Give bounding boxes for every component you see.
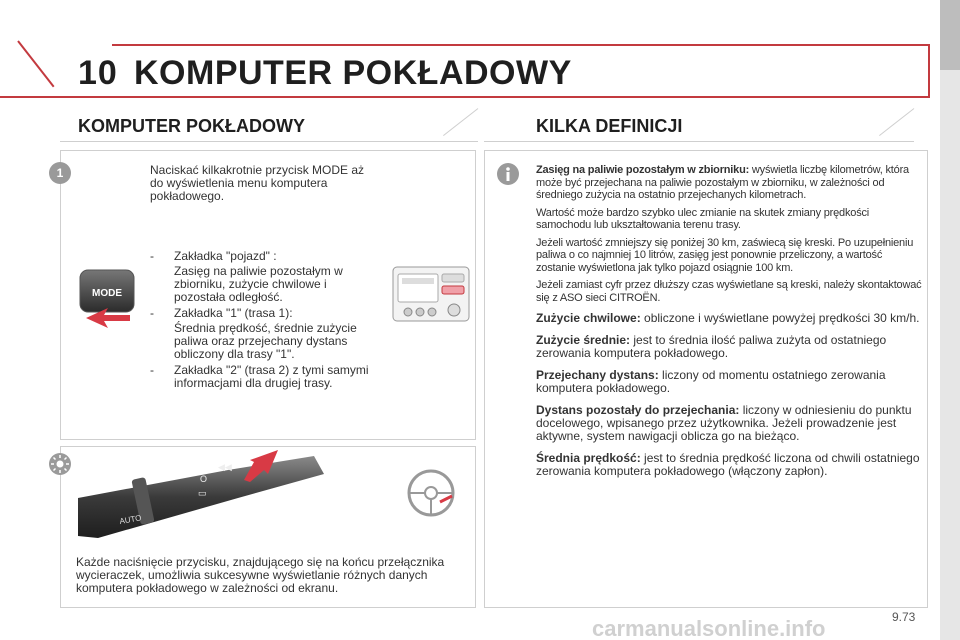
tab-list — [150, 250, 380, 392]
list-item: - Zakładka "pojazd" : — [150, 249, 277, 263]
svg-text:O: O — [200, 474, 208, 484]
definition-paragraph: Jeżeli wartość zmniejszy się poniżej 30 km, zaświecą się kreski. Po uzupełnieniu paliwa o co najmniej 10 litrów, zasięg jest ponownie przeliczony, a wartość zostanie wyświetlona jak tylko pojazd osiągnie 100 km. — [536, 236, 914, 274]
arrow-icon — [244, 448, 288, 482]
mode-intro-text: Naciskać kilkakrotnie przycisk MODE aż do wyświetlenia menu komputera pokładowego. — [150, 163, 365, 203]
svg-text:▭: ▭ — [198, 488, 207, 498]
section-heading-right — [484, 108, 914, 142]
page-title: KOMPUTER POKŁADOWY — [134, 54, 572, 92]
definition-item: Dystans pozostały do przejechania: liczony w odniesieniu do punktu docelowego, wpisanego przez użytkownika. Jeżeli prowadzenie jest aktywne, system nawigacji oblicza go na bieżąco. — [536, 403, 912, 443]
definition-item: Przejechany dystans: liczony od momentu ostatniego zerowania komputera pokładowego. — [536, 368, 886, 395]
list-item: - Zakładka "2" (trasa 2) z tymi samymi informacjami dla drugiej trasy. — [150, 363, 369, 390]
definition-paragraph: Jeżeli zamiast cyfr przez dłuższy czas wyświetlane są kreski, należy skontaktować się z ASO sieci CITROËN. — [536, 279, 922, 304]
definition-item: Zużycie chwilowe: obliczone i wyświetlane powyżej prędkości 30 km/h. — [536, 311, 920, 325]
definition-paragraph: Wartość może bardzo szybko ulec zmianie na skutek zmiany prędkości samochodu lub ukształtowania terenu trasy. — [536, 206, 870, 231]
section-title-computer: KOMPUTER POKŁADOWY — [78, 116, 305, 136]
radio-unit-illustration — [392, 266, 470, 322]
steering-wheel-icon — [406, 468, 456, 518]
header-decor-diagonal — [17, 40, 54, 87]
lever-caption: Każde naciśnięcie przycisku, znajdującego się na końcu przełącznika wycieraczek, umożliwia sukcesywne wyświetlanie różnych danych komputera pokładowego w zależności od ekranu. — [76, 555, 445, 595]
watermark: carmanualsonline.info — [592, 616, 826, 640]
wiper-lever-illustration — [78, 448, 330, 540]
definitions-list — [536, 164, 922, 487]
definition-item: Średnia prędkość: jest to średnia prędkość liczona od chwili ostatniego zerowania komputera pokładowego (włączony zapłon). — [536, 451, 920, 478]
page-number: 9.73 — [892, 610, 916, 624]
light-icon — [48, 452, 72, 476]
arrow-icon — [86, 306, 130, 330]
header-decor-top-line — [112, 44, 930, 46]
step-badge: 1 — [49, 162, 71, 184]
lever-auto-label: AUTO — [118, 513, 143, 526]
page-edge-strip — [940, 0, 960, 640]
section-title-definitions: KILKA DEFINICJI — [536, 116, 683, 136]
svg-text:◀◀: ◀◀ — [218, 462, 232, 472]
list-item-detail: Średnia prędkość, średnie zużycie paliwa oraz przejechany dystans obliczony dla trasy "1". — [174, 321, 357, 361]
definition-paragraph: Zasięg na paliwie pozostałym w zbiorniku: wyświetla liczbę kilometrów, która może być przejechana na paliwie pozostałym w zbiorniku, w zależności od średniego zużycia na ostatnio przejechanych kilometrach. — [536, 164, 909, 201]
list-item-detail: Zasięg na paliwie pozostałym w zbiorniku, zużycie chwilowe i pozostała odległość. — [174, 264, 343, 304]
header-decor-vertical — [928, 44, 930, 98]
info-icon — [496, 162, 520, 186]
definition-item: Zużycie średnie: jest to średnia ilość paliwa zużyta od ostatniego zerowania komputera pokładowego. — [536, 333, 887, 360]
chapter-number: 10 — [78, 54, 118, 92]
mode-button-label: MODE — [92, 288, 122, 299]
list-item: - Zakładka "1" (trasa 1): — [150, 306, 293, 320]
header-underline — [0, 96, 930, 98]
section-heading-left — [60, 108, 478, 142]
